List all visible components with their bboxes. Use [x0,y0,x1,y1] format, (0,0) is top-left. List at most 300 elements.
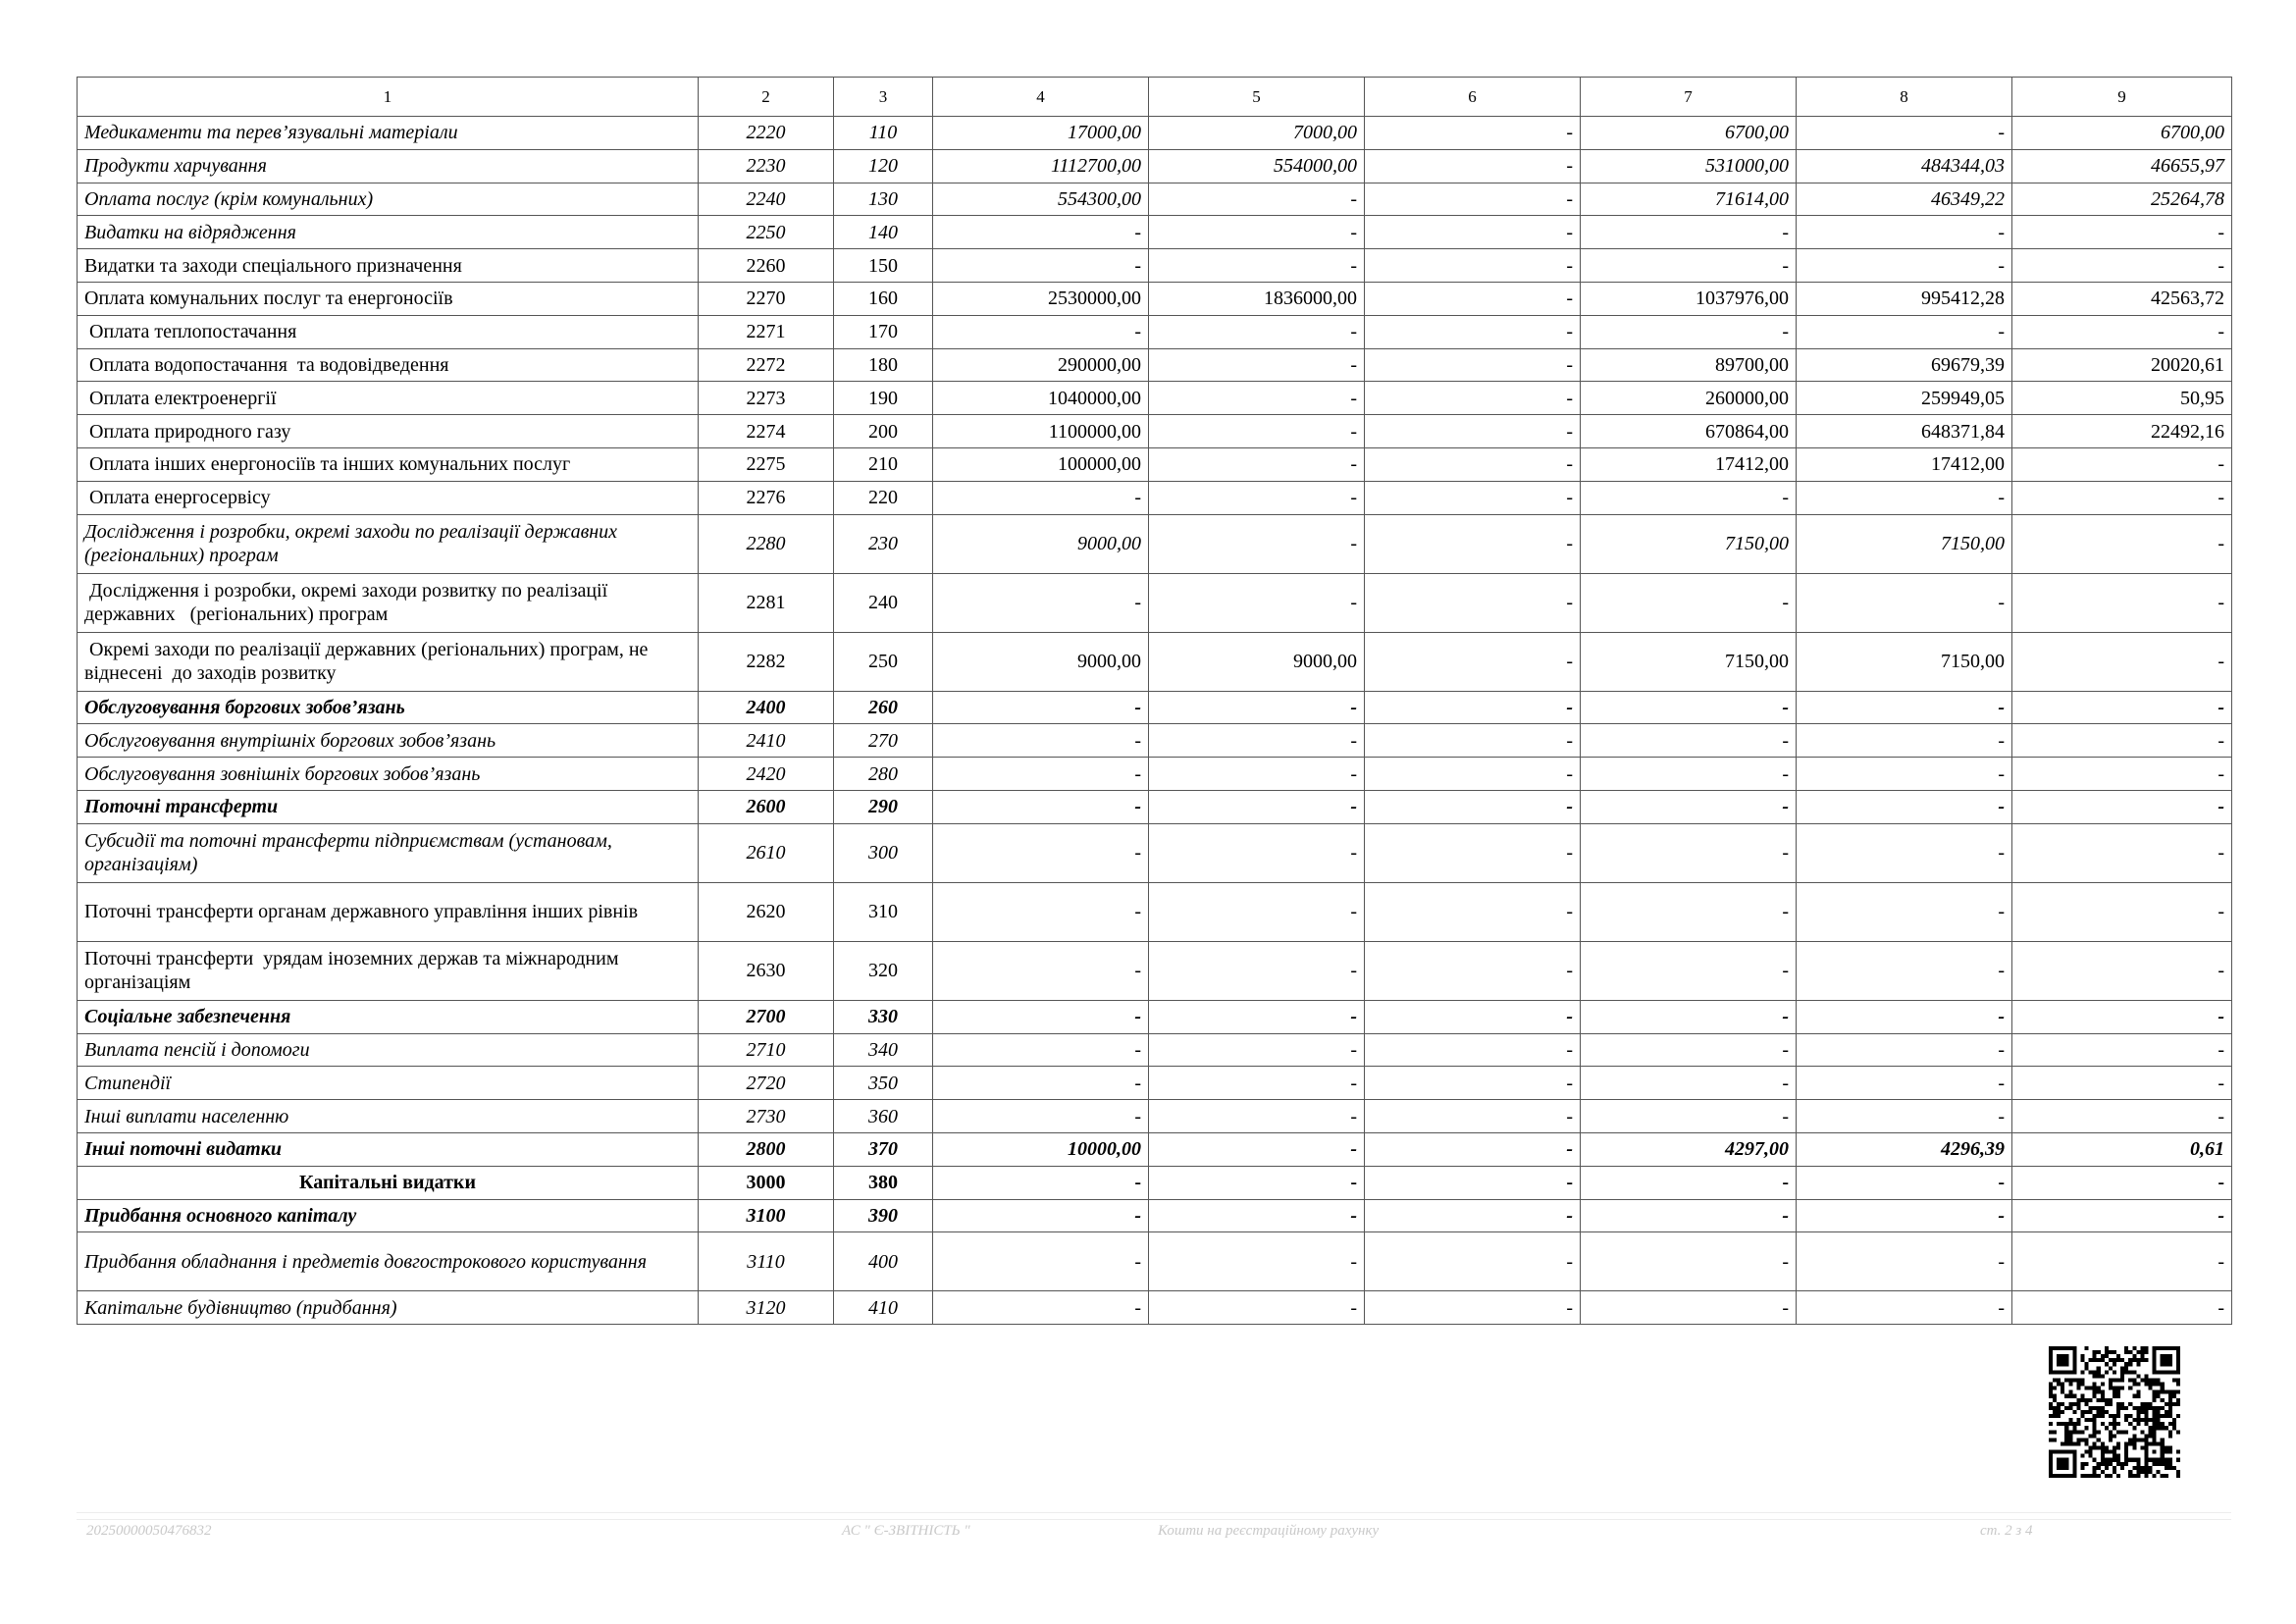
row-name: Соціальне забезпечення [78,1000,699,1033]
row-value: - [1365,1000,1581,1033]
row-value: - [1797,1291,2012,1325]
row-line-number: 320 [834,941,933,1000]
footer-divider [77,1512,2231,1513]
row-value: - [1581,758,1797,791]
row-value: - [1581,823,1797,882]
row-value: - [1365,724,1581,758]
table-row [78,823,2232,882]
row-value: - [933,1232,1149,1291]
row-value: 9000,00 [933,632,1149,691]
row-value: - [1581,216,1797,249]
column-header: 5 [1149,78,1365,117]
row-code: 3000 [699,1166,834,1199]
row-value: 22492,16 [2012,415,2232,448]
row-value: - [1365,348,1581,382]
row-value: 995412,28 [1797,282,2012,315]
row-value: - [933,1100,1149,1133]
row-name: Інші виплати населенню [78,1100,699,1133]
row-name: Медикаменти та перев’язувальні матеріали [78,117,699,150]
row-value: 17412,00 [1797,447,2012,481]
row-code: 2260 [699,249,834,283]
row-value: 20020,61 [2012,348,2232,382]
row-value: 0,61 [2012,1132,2232,1166]
row-value: - [2012,481,2232,514]
row-value: - [1365,1166,1581,1199]
table-row [78,1100,2232,1133]
table-row [78,1000,2232,1033]
row-value: 69679,39 [1797,348,2012,382]
row-value: 42563,72 [2012,282,2232,315]
row-value: 4296,39 [1797,1132,2012,1166]
row-value: 25264,78 [2012,183,2232,216]
row-value: - [1797,691,2012,724]
row-value: - [2012,724,2232,758]
row-code: 2280 [699,514,834,573]
row-value: - [2012,447,2232,481]
row-value: - [1149,724,1365,758]
row-value: - [1797,1166,2012,1199]
row-value: - [933,1000,1149,1033]
row-code: 2274 [699,415,834,448]
footer-page: ст. 2 з 4 [1980,1523,2033,1539]
table-row [78,249,2232,283]
row-value: - [1149,1291,1365,1325]
table-row [78,632,2232,691]
row-line-number: 260 [834,691,933,724]
row-value: - [933,1291,1149,1325]
row-value: 100000,00 [933,447,1149,481]
row-line-number: 190 [834,382,933,415]
row-code: 2276 [699,481,834,514]
row-value: - [1149,315,1365,348]
row-name: Придбання основного капіталу [78,1199,699,1232]
row-value: - [1149,514,1365,573]
row-value: 1836000,00 [1149,282,1365,315]
table-row [78,481,2232,514]
row-value: - [1365,758,1581,791]
row-value: 50,95 [2012,382,2232,415]
row-value: - [1149,1067,1365,1100]
row-code: 2230 [699,149,834,183]
row-value: - [2012,1100,2232,1133]
table-row [78,514,2232,573]
row-value: - [933,790,1149,823]
row-value: - [1365,1033,1581,1067]
row-code: 2240 [699,183,834,216]
row-value: - [1149,249,1365,283]
row-value: - [1365,632,1581,691]
row-value: - [1797,1067,2012,1100]
row-value: - [1797,882,2012,941]
row-value: - [1797,573,2012,632]
row-value: - [1149,823,1365,882]
row-value: - [2012,573,2232,632]
footer-doc-id: 20250000050476832 [86,1523,212,1539]
row-value: - [1365,1291,1581,1325]
column-header: 8 [1797,78,2012,117]
row-value: - [1149,447,1365,481]
row-value: - [2012,249,2232,283]
row-line-number: 120 [834,149,933,183]
row-value: - [933,573,1149,632]
row-value: 7150,00 [1581,632,1797,691]
row-value: - [1581,1033,1797,1067]
row-line-number: 400 [834,1232,933,1291]
row-value: - [1581,315,1797,348]
row-line-number: 290 [834,790,933,823]
row-code: 2720 [699,1067,834,1100]
row-value: - [933,758,1149,791]
row-code: 2630 [699,941,834,1000]
row-value: - [2012,632,2232,691]
row-name: Поточні трансферти урядам іноземних держав та міжнародним організаціям [78,941,699,1000]
row-value: - [1365,216,1581,249]
row-value: - [1581,249,1797,283]
row-value: - [1581,1000,1797,1033]
row-value: - [1581,1100,1797,1133]
table-row [78,573,2232,632]
table-row [78,758,2232,791]
row-value: - [1797,216,2012,249]
table-row [78,315,2232,348]
row-value: - [1149,1000,1365,1033]
row-value: 1100000,00 [933,415,1149,448]
row-value: - [1797,790,2012,823]
row-value: - [1365,882,1581,941]
row-value: - [933,691,1149,724]
row-value: - [2012,882,2232,941]
row-value: - [1581,1166,1797,1199]
row-line-number: 200 [834,415,933,448]
row-value: 1040000,00 [933,382,1149,415]
row-value: 7150,00 [1797,632,2012,691]
row-value: - [1581,1232,1797,1291]
row-value: - [1581,941,1797,1000]
row-value: - [1797,249,2012,283]
row-value: - [1365,514,1581,573]
row-line-number: 240 [834,573,933,632]
row-value: - [2012,514,2232,573]
row-line-number: 370 [834,1132,933,1166]
row-code: 3120 [699,1291,834,1325]
row-value: - [1149,882,1365,941]
row-name: Оплата електроенергії [78,382,699,415]
row-line-number: 130 [834,183,933,216]
column-header: 7 [1581,78,1797,117]
row-value: - [933,481,1149,514]
row-value: 17000,00 [933,117,1149,150]
table-row [78,1166,2232,1199]
row-name: Капітальні видатки [78,1166,699,1199]
row-name: Дослідження і розробки, окремі заходи по реалізації державних (регіональних) програм [78,514,699,573]
row-line-number: 170 [834,315,933,348]
row-value: - [2012,216,2232,249]
row-value: - [1365,249,1581,283]
row-line-number: 250 [834,632,933,691]
row-line-number: 340 [834,1033,933,1067]
row-code: 2620 [699,882,834,941]
table-row [78,282,2232,315]
row-value: 10000,00 [933,1132,1149,1166]
row-code: 2270 [699,282,834,315]
row-value: 670864,00 [1581,415,1797,448]
row-value: - [1365,415,1581,448]
row-value: - [933,941,1149,1000]
table-row [78,1291,2232,1325]
row-value: 290000,00 [933,348,1149,382]
row-value: - [933,724,1149,758]
row-code: 2700 [699,1000,834,1033]
row-value: - [1365,315,1581,348]
row-line-number: 310 [834,882,933,941]
row-name: Оплата комунальних послуг та енергоносіїв [78,282,699,315]
row-name: Поточні трансферти органам державного управління інших рівнів [78,882,699,941]
row-line-number: 230 [834,514,933,573]
row-value: 1037976,00 [1581,282,1797,315]
row-value: 260000,00 [1581,382,1797,415]
row-value: - [933,1166,1149,1199]
row-name: Стипендії [78,1067,699,1100]
column-header: 1 [78,78,699,117]
row-value: - [1581,691,1797,724]
row-code: 2400 [699,691,834,724]
row-code: 2800 [699,1132,834,1166]
row-value: 7150,00 [1581,514,1797,573]
row-value: - [1365,282,1581,315]
row-code: 2420 [699,758,834,791]
column-number-header-row [78,78,2232,117]
row-name: Продукти харчування [78,149,699,183]
table-row [78,790,2232,823]
row-value: - [1365,382,1581,415]
row-code: 3100 [699,1199,834,1232]
row-line-number: 360 [834,1100,933,1133]
row-value: - [1581,790,1797,823]
row-code: 2730 [699,1100,834,1133]
row-name: Капітальне будівництво (придбання) [78,1291,699,1325]
footer-system: АС " Є-ЗВІТНІСТЬ " [842,1523,970,1539]
row-value: 648371,84 [1797,415,2012,448]
table-row [78,117,2232,150]
row-value: - [1581,1067,1797,1100]
row-value: - [1365,1232,1581,1291]
table-row [78,1033,2232,1067]
row-value: 9000,00 [1149,632,1365,691]
row-value: - [1365,447,1581,481]
row-value: - [1797,117,2012,150]
row-value: 554000,00 [1149,149,1365,183]
row-value: - [1365,790,1581,823]
table-row [78,1132,2232,1166]
row-code: 2281 [699,573,834,632]
row-value: - [1149,481,1365,514]
row-code: 2275 [699,447,834,481]
row-code: 2600 [699,790,834,823]
column-header: 6 [1365,78,1581,117]
row-value: 89700,00 [1581,348,1797,382]
row-code: 2220 [699,117,834,150]
row-line-number: 180 [834,348,933,382]
row-value: - [1365,691,1581,724]
row-name: Обслуговування зовнішніх боргових зобов’язань [78,758,699,791]
column-header: 2 [699,78,834,117]
row-code: 2610 [699,823,834,882]
row-name: Оплата енергосервісу [78,481,699,514]
row-value: - [1149,1033,1365,1067]
row-value: - [1797,315,2012,348]
row-value: - [933,882,1149,941]
row-name: Обслуговування боргових зобов’язань [78,691,699,724]
row-value: 7150,00 [1797,514,2012,573]
row-name: Видатки та заходи спеціального призначення [78,249,699,283]
footer-doc-type: Кошти на реєстраційному рахунку [1158,1523,1380,1539]
row-value: - [1797,481,2012,514]
row-value: 46349,22 [1797,183,2012,216]
row-value: - [1149,1232,1365,1291]
row-name: Інші поточні видатки [78,1132,699,1166]
row-value: - [1797,1199,2012,1232]
row-value: - [1365,481,1581,514]
row-value: 4297,00 [1581,1132,1797,1166]
row-code: 2271 [699,315,834,348]
row-line-number: 330 [834,1000,933,1033]
row-value: - [1149,348,1365,382]
row-code: 2250 [699,216,834,249]
row-value: 7000,00 [1149,117,1365,150]
row-value: - [1149,1199,1365,1232]
row-value: - [1581,1199,1797,1232]
row-value: - [1797,1000,2012,1033]
table-row [78,348,2232,382]
row-value: - [2012,758,2232,791]
qr-code [2049,1346,2180,1478]
row-value: - [1149,382,1365,415]
row-value: - [2012,790,2232,823]
row-line-number: 350 [834,1067,933,1100]
column-header: 9 [2012,78,2232,117]
row-name: Видатки на відрядження [78,216,699,249]
row-value: - [1149,941,1365,1000]
row-line-number: 110 [834,117,933,150]
row-value: 6700,00 [2012,117,2232,150]
table-row [78,216,2232,249]
row-name: Дослідження і розробки, окремі заходи розвитку по реалізації державних (регіональних) програм [78,573,699,632]
row-value: - [1365,1132,1581,1166]
row-value: - [1149,573,1365,632]
row-value: - [1797,941,2012,1000]
row-value: 6700,00 [1581,117,1797,150]
row-line-number: 410 [834,1291,933,1325]
row-value: - [1365,183,1581,216]
row-value: - [2012,315,2232,348]
row-name: Оплата теплопостачання [78,315,699,348]
row-value: - [933,315,1149,348]
row-value: - [1797,1100,2012,1133]
row-code: 2272 [699,348,834,382]
row-code: 2410 [699,724,834,758]
row-value: 71614,00 [1581,183,1797,216]
row-name: Субсидії та поточні трансферти підприємствам (установам, організаціям) [78,823,699,882]
row-value: 17412,00 [1581,447,1797,481]
row-value: - [1797,823,2012,882]
row-value: - [2012,691,2232,724]
budget-table [77,77,2232,1325]
row-code: 2282 [699,632,834,691]
row-value: 484344,03 [1797,149,2012,183]
row-value: 2530000,00 [933,282,1149,315]
row-name: Обслуговування внутрішніх боргових зобов’язань [78,724,699,758]
row-value: - [2012,1166,2232,1199]
row-line-number: 380 [834,1166,933,1199]
column-header: 4 [933,78,1149,117]
row-value: - [933,823,1149,882]
row-value: - [1149,1100,1365,1133]
footer-divider [77,1519,2231,1520]
row-value: - [2012,1033,2232,1067]
row-name: Оплата природного газу [78,415,699,448]
row-value: - [1365,149,1581,183]
row-value: 531000,00 [1581,149,1797,183]
row-value: - [1149,183,1365,216]
row-value: 9000,00 [933,514,1149,573]
row-code: 2710 [699,1033,834,1067]
row-line-number: 300 [834,823,933,882]
row-name: Окремі заходи по реалізації державних (регіональних) програм, не віднесені до заходів розвитку [78,632,699,691]
row-value: - [2012,941,2232,1000]
row-value: - [2012,1232,2232,1291]
table-row [78,149,2232,183]
row-line-number: 220 [834,481,933,514]
table-row [78,941,2232,1000]
table-row [78,382,2232,415]
row-line-number: 390 [834,1199,933,1232]
row-code: 3110 [699,1232,834,1291]
table-row [78,447,2232,481]
row-value: - [1581,481,1797,514]
row-value: - [2012,1000,2232,1033]
row-value: - [2012,823,2232,882]
row-code: 2273 [699,382,834,415]
row-value: - [1581,1291,1797,1325]
row-line-number: 150 [834,249,933,283]
row-value: - [933,216,1149,249]
row-line-number: 270 [834,724,933,758]
row-value: - [1581,724,1797,758]
row-value: - [1365,117,1581,150]
table-row [78,882,2232,941]
row-name: Оплата водопостачання та водовідведення [78,348,699,382]
row-name: Оплата інших енергоносіїв та інших комунальних послуг [78,447,699,481]
row-value: - [1149,216,1365,249]
row-value: - [1797,724,2012,758]
row-value: - [1797,758,2012,791]
row-value: - [1797,1033,2012,1067]
table-row [78,1232,2232,1291]
row-value: - [1149,758,1365,791]
row-line-number: 210 [834,447,933,481]
row-value: - [1149,691,1365,724]
row-value: - [1149,790,1365,823]
row-line-number: 140 [834,216,933,249]
row-value: - [1365,823,1581,882]
row-line-number: 280 [834,758,933,791]
row-value: 46655,97 [2012,149,2232,183]
table-row [78,415,2232,448]
column-header: 3 [834,78,933,117]
row-value: - [1365,573,1581,632]
row-name: Поточні трансферти [78,790,699,823]
row-value: - [2012,1067,2232,1100]
